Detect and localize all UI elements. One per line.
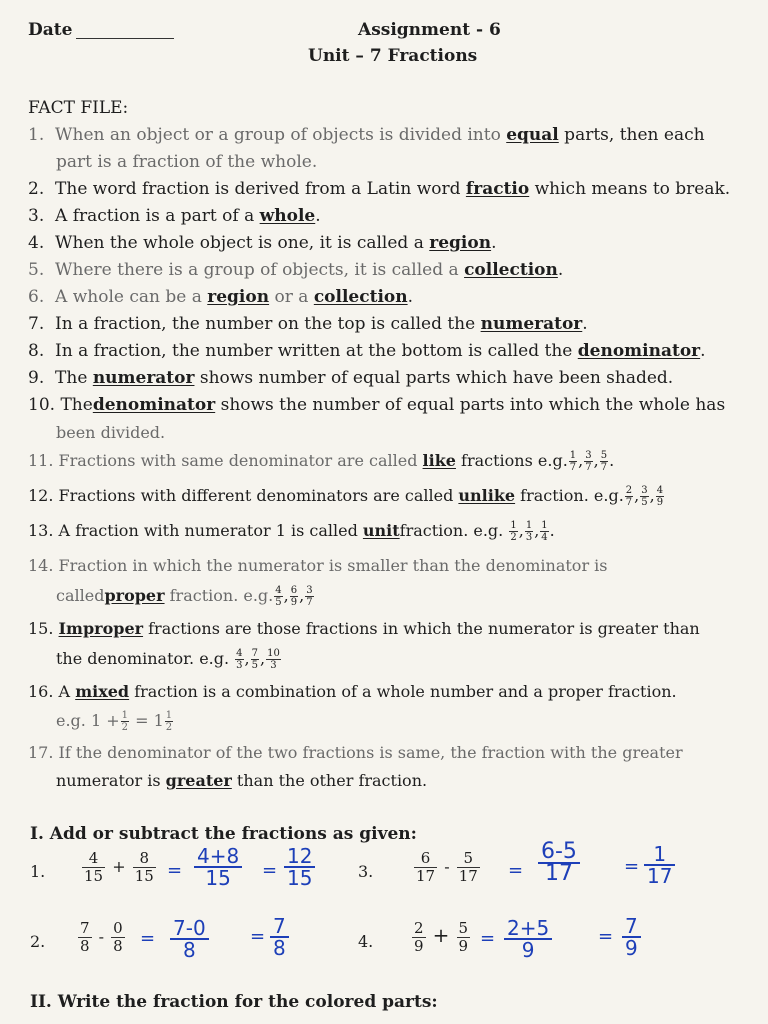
fact-8: 8. In a fraction, the number written at the bottom is called the denominator. xyxy=(28,341,706,361)
fact-15-cont: the denominator. e.g. $\frac{4}{3}$ , $\frac{7}{5}$ , $\frac{10}{3}$ xyxy=(56,648,280,671)
fact-1-cont: part is a fraction of the whole. xyxy=(56,152,318,172)
fact-14-cont: calledproper fraction. e.g. $\frac{4}{5}$ , $\frac{6}{9}$ , $\frac{3}{7}$ xyxy=(56,585,313,608)
q3-equals-2: = xyxy=(624,856,640,877)
q2-fraction-a: $\frac{7}{8}$ xyxy=(80,919,90,955)
q2-expression: $\frac{7}{8}$ - $\frac{0}{8}$ xyxy=(80,919,123,955)
q3-answer-step: 6-5 17 xyxy=(538,842,580,884)
unlike-fraction-2: $\frac{3}{5}$ xyxy=(641,485,648,508)
like-fraction-2: $\frac{3}{7}$ xyxy=(585,450,592,473)
fact-16-example: e.g. 1 + $\frac{1}{2}$ = 1 $\frac{1}{2}$ xyxy=(56,710,173,733)
unit-fraction-1: $\frac{1}{2}$ xyxy=(510,520,517,543)
fact-10: 10. Thedenominator shows the number of equal parts into which the whole has xyxy=(28,395,726,415)
fact-file-heading: FACT FILE: xyxy=(28,98,129,118)
fact-5: 5. Where there is a group of objects, it is called a collection. xyxy=(28,260,564,280)
q2-equals-1: = xyxy=(140,928,156,949)
q1-answer-final: 12 15 xyxy=(284,846,315,888)
q3-number: 3. xyxy=(358,862,374,881)
q4-fraction-b: $\frac{5}{9}$ xyxy=(458,919,469,955)
q1-fraction-b: $\frac{8}{15}$ xyxy=(134,849,154,885)
q4-equals-2: = xyxy=(598,926,614,947)
q3-expression: $\frac{6}{17}$ - $\frac{5}{17}$ xyxy=(416,849,478,885)
proper-fraction-3: $\frac{3}{7}$ xyxy=(306,585,313,608)
q1-answer-step: 4+8 15 xyxy=(194,846,242,888)
mixed-example-fraction-2: $\frac{1}{2}$ xyxy=(165,710,173,733)
q4-answer-final: 7 9 xyxy=(622,916,641,958)
like-fraction-3: $\frac{5}{7}$ xyxy=(600,450,608,473)
q3-equals-1: = xyxy=(508,860,524,881)
mixed-example-fraction-1: $\frac{1}{2}$ xyxy=(121,710,129,733)
fact-11: 11. Fractions with same denominator are called like fractions e.g. $\frac{1}{7}$ , $\frac{3}{7}$ , $\frac{5}{7}$ . xyxy=(28,450,615,473)
improper-fraction-3: $\frac{10}{3}$ xyxy=(267,648,280,671)
q4-expression: $\frac{2}{9}$ + $\frac{5}{9}$ xyxy=(414,919,469,955)
section-1-heading: I. Add or subtract the fractions as given: xyxy=(30,824,417,844)
fact-9: 9. The numerator shows number of equal parts which have been shaded. xyxy=(28,368,674,388)
fact-13: 13. A fraction with numerator 1 is called unitfraction. e.g. $\frac{1}{2}$ , $\frac{1}{3}$ , $\frac{1}{4}$ . xyxy=(28,520,555,543)
q1-expression: $\frac{4}{15}$ + $\frac{8}{15}$ xyxy=(84,849,154,885)
q4-fraction-a: $\frac{2}{9}$ xyxy=(414,919,424,955)
fact-4: 4. When the whole object is one, it is called a region. xyxy=(28,233,497,253)
q2-equals-2: = xyxy=(250,926,266,947)
fact-10-cont: been divided. xyxy=(56,423,166,442)
fact-17-cont: numerator is greater than the other fraction. xyxy=(56,771,428,790)
unlike-fraction-1: $\frac{2}{7}$ xyxy=(625,485,633,508)
q2-number: 2. xyxy=(30,932,46,951)
date-line xyxy=(76,38,174,39)
fact-1: 1. When an object or a group of objects is divided into equal parts, then each xyxy=(28,125,705,145)
q3-answer-final: 1 17 xyxy=(644,844,675,886)
date-label: Date xyxy=(28,20,73,40)
q1-equals-2: = xyxy=(262,860,278,881)
unit-fraction-2: $\frac{1}{3}$ xyxy=(525,520,533,543)
q1-fraction-a: $\frac{4}{15}$ xyxy=(84,849,104,885)
assignment-title: Assignment - 6 xyxy=(358,20,501,40)
section-2-heading: II. Write the fraction for the colored parts: xyxy=(30,992,438,1012)
fact-6: 6. A whole can be a region or a collection. xyxy=(28,287,414,307)
fact-7: 7. In a fraction, the number on the top is called the numerator. xyxy=(28,314,588,334)
q4-answer-step: 2+5 9 xyxy=(504,918,552,960)
q3-fraction-a: $\frac{6}{17}$ xyxy=(416,849,436,885)
q1-number: 1. xyxy=(30,862,46,881)
q2-answer-final: 7 8 xyxy=(270,916,289,958)
fact-17: 17. If the denominator of the two fractions is same, the fraction with the greater xyxy=(28,743,683,762)
q4-equals-1: = xyxy=(480,928,496,949)
q2-fraction-b: $\frac{0}{8}$ xyxy=(113,919,123,955)
fact-16: 16. A mixed fraction is a combination of a whole number and a proper fraction. xyxy=(28,682,677,701)
unlike-fraction-3: $\frac{4}{9}$ xyxy=(656,485,664,508)
fact-15: 15. Improper fractions are those fractions in which the numerator is greater than xyxy=(28,619,700,638)
proper-fraction-1: $\frac{4}{5}$ xyxy=(275,585,282,608)
unit-title: Unit – 7 Fractions xyxy=(308,46,478,66)
unit-fraction-3: $\frac{1}{4}$ xyxy=(541,520,548,543)
proper-fraction-2: $\frac{6}{9}$ xyxy=(290,585,298,608)
q2-answer-step: 7-0 8 xyxy=(170,918,209,960)
q3-fraction-b: $\frac{5}{17}$ xyxy=(458,849,478,885)
fact-12: 12. Fractions with different denominators are called unlike fraction. e.g. $\frac{2}{7}$ , $\frac{3}{5}$ , $\frac{4}{9}$ xyxy=(28,485,664,508)
like-fraction-1: $\frac{1}{7}$ xyxy=(569,450,577,473)
q4-number: 4. xyxy=(358,932,374,951)
fact-2: 2. The word fraction is derived from a Latin word fractio which means to break. xyxy=(28,179,731,199)
improper-fraction-2: $\frac{7}{5}$ xyxy=(251,648,259,671)
fact-14: 14. Fraction in which the numerator is smaller than the denominator is xyxy=(28,556,608,575)
improper-fraction-1: $\frac{4}{3}$ xyxy=(236,648,243,671)
q1-equals-1: = xyxy=(167,860,183,881)
fact-3: 3. A fraction is a part of a whole. xyxy=(28,206,321,226)
